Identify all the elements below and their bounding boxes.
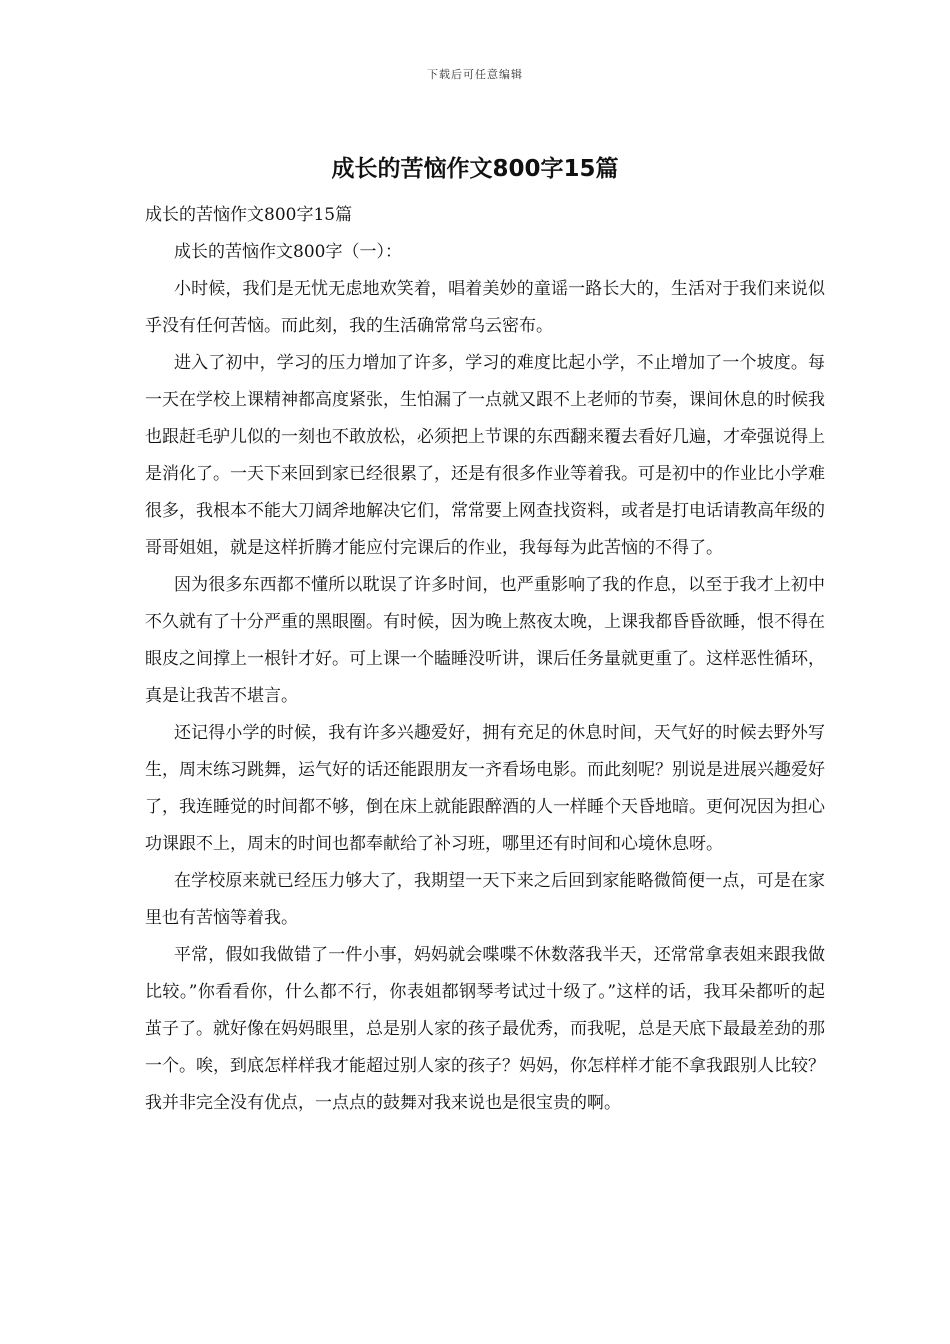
section-heading: 成长的苦恼作文800字（一）： <box>174 242 402 262</box>
document-body <box>145 197 825 1122</box>
paragraph: 在学校原来就已经压力够大了，我期望一天下来之后回到家能略微简便一点，可是在家里也有苦恼等着我。 <box>145 871 825 928</box>
document-title: 成长的苦恼作文800字15篇 <box>331 156 619 182</box>
document-subtitle: 成长的苦恼作文800字15篇 <box>145 205 353 225</box>
paragraph: 进入了初中，学习的压力增加了许多，学习的难度比起小学，不止增加了一个坡度。每一天在学校上课精神都高度紧张，生怕漏了一点就又跟不上老师的节奏，课间休息的时候我也跟赶毛驴儿似的一刻也不敢放松，必须把上节课的东西翻来覆去看好几遍，才牵强说得上是消化了。一天下来回到家已经很累了，还是有很多作业等着我。可是初中的作业比小学难很多，我根本不能大刀阔斧地解决它们，常常要上网查找资料，或者是打电话请教高年级的哥哥姐姐，就是这样折腾才能应付完课后的作业，我每每为此苦恼的不得了。 <box>145 353 825 558</box>
paragraph: 因为很多东西都不懂所以耽误了许多时间，也严重影响了我的作息，以至于我才上初中不久就有了十分严重的黑眼圈。有时候，因为晚上熬夜太晚，上课我都昏昏欲睡，恨不得在眼皮之间撑上一根针才好。可上课一个瞌睡没听讲，课后任务量就更重了。这样恶性循环，真是让我苦不堪言。 <box>145 575 825 706</box>
paragraph: 还记得小学的时候，我有许多兴趣爱好，拥有充足的休息时间，天气好的时候去野外写生，周末练习跳舞，运气好的话还能跟朋友一齐看场电影。而此刻呢？别说是进展兴趣爱好了，我连睡觉的时间都不够，倒在床上就能跟醉酒的人一样睡个天昏地暗。更何况因为担心功课跟不上，周末的时间也都奉献给了补习班，哪里还有时间和心境休息呀。 <box>145 723 825 854</box>
paragraph: 平常，假如我做错了一件小事，妈妈就会喋喋不休数落我半天，还常常拿表姐来跟我做比较。”你看看你，什么都不行，你表姐都钢琴考试过十级了。”这样的话，我耳朵都听的起茧子了。就好像在妈妈眼里，总是别人家的孩子最优秀，而我呢，总是天底下最最差劲的那一个。唉，到底怎样样我才能超过别人家的孩子？妈妈，你怎样样才能不拿我跟别人比较？我并非完全没有优点，一点点的鼓舞对我来说也是很宝贵的啊。 <box>145 945 825 1113</box>
header-note: 下载后可任意编辑 <box>427 68 523 81</box>
paragraph: 小时候，我们是无忧无虑地欢笑着，唱着美妙的童谣一路长大的，生活对于我们来说似乎没有任何苦恼。而此刻，我的生活确常常乌云密布。 <box>145 279 825 336</box>
